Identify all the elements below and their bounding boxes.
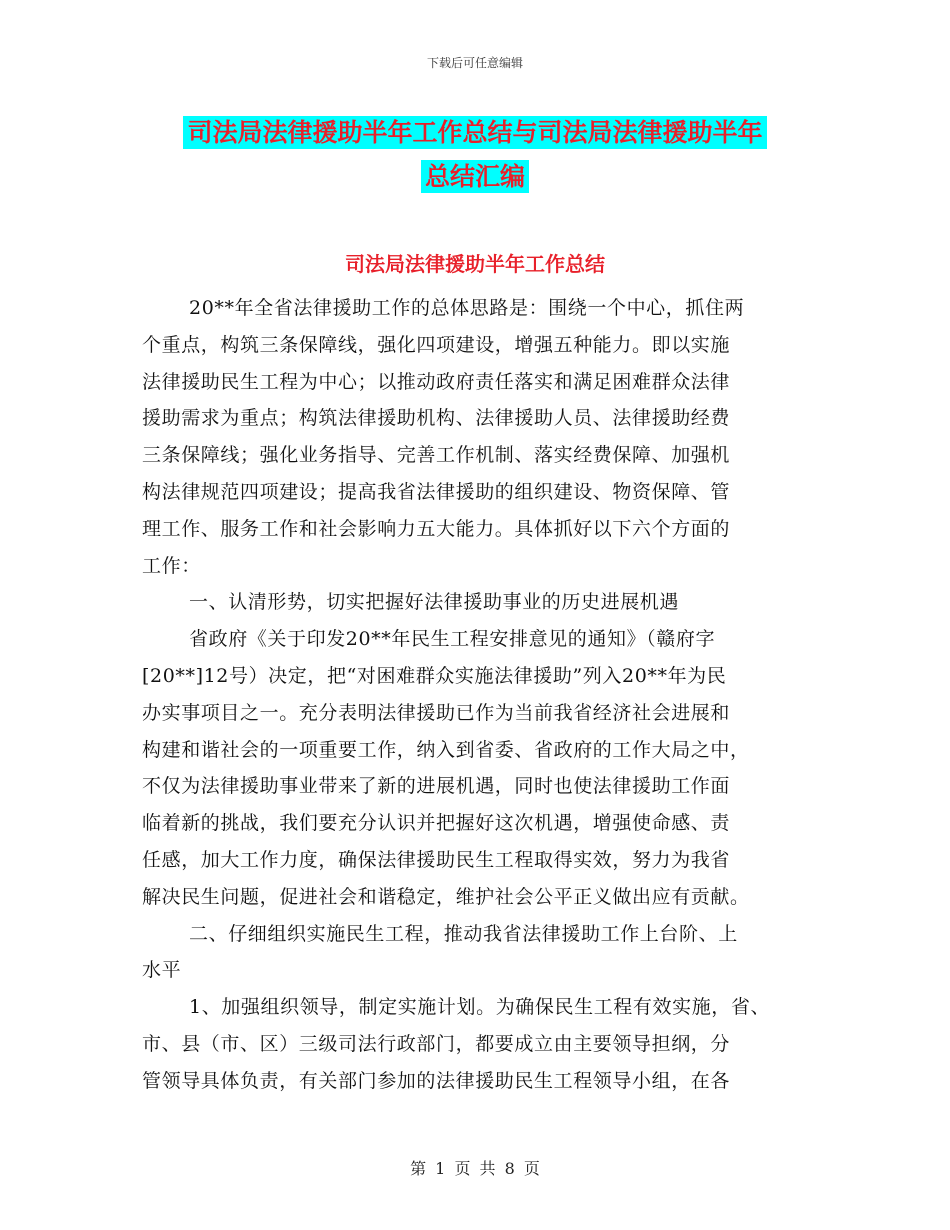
paragraph-line: 理工作、服务工作和社会影响力五大能力。具体抓好以下六个方面的 (142, 517, 731, 540)
document-title-line-2: 总结汇编 (421, 160, 529, 193)
paragraph-line: 构建和谐社会的一项重要工作，纳入到省委、省政府的工作大局之中， (142, 738, 750, 761)
paragraph-line: 任感，加大工作力度，确保法律援助民生工程取得实效，努力为我省 (142, 848, 731, 871)
paragraph-line: 市、县（市、区）三级司法行政部门，都要成立由主要领导担纲，分 (142, 1032, 731, 1055)
heading-line: 一、认清形势，切实把握好法律援助事业的历史进展机遇 (189, 591, 680, 614)
paragraph-line: [20**]12号）决定，把“对困难群众实施法律援助”列入20**年为民 (142, 664, 727, 687)
paragraph-line: 办实事项目之一。充分表明法律援助已作为当前我省经济社会进展和 (142, 701, 731, 724)
paragraph-line: 临着新的挑战，我们要充分认识并把握好这次机遇，增强使命感、责 (142, 812, 731, 835)
heading-line: 二、仔细组织实施民生工程，推动我省法律援助工作上台阶、上 (189, 922, 738, 945)
paragraph-line: 解决民生问题，促进社会和谐稳定，维护社会公平正义做出应有贡献。 (142, 885, 750, 908)
paragraph-line: 20**年全省法律援助工作的总体思路是：围绕一个中心，抓住两 (189, 297, 745, 319)
paragraph-line: 1、加强组织领导，制定实施计划。为确保民生工程有效实施，省、 (189, 996, 771, 1019)
heading-line: 水平 (142, 959, 182, 982)
paragraph-line: 构法律规范四项建设；提高我省法律援助的组织建设、物资保障、管 (142, 480, 731, 503)
paragraph-line: 三条保障线；强化业务指导、完善工作机制、落实经费保障、加强机 (142, 444, 731, 467)
section-title: 司法局法律援助半年工作总结 (345, 252, 605, 276)
document-title-line-1: 司法局法律援助半年工作总结与司法局法律援助半年 (183, 116, 766, 149)
document-title (0, 111, 950, 199)
paragraph-line: 援助需求为重点；构筑法律援助机构、法律援助人员、法律援助经费 (142, 407, 731, 430)
header-note: 下载后可任意编辑 (426, 56, 523, 70)
paragraph-line: 工作： (142, 554, 201, 577)
paragraph-line: 管领导具体负责，有关部门参加的法律援助民生工程领导小组，在各 (142, 1069, 731, 1092)
paragraph-line: 法律援助民生工程为中心；以推动政府责任落实和满足困难群众法律 (142, 370, 731, 393)
paragraph-line: 省政府《关于印发20**年民生工程安排意见的通知》（赣府字 (189, 628, 716, 651)
page-footer: 第 1 页 共 8 页 (410, 1159, 540, 1178)
paragraph-line: 个重点，构筑三条保障线，强化四项建设，增强五种能力。即以实施 (142, 333, 731, 356)
paragraph-line: 不仅为法律援助事业带来了新的进展机遇，同时也使法律援助工作面 (142, 775, 731, 798)
body-text (142, 290, 822, 1100)
